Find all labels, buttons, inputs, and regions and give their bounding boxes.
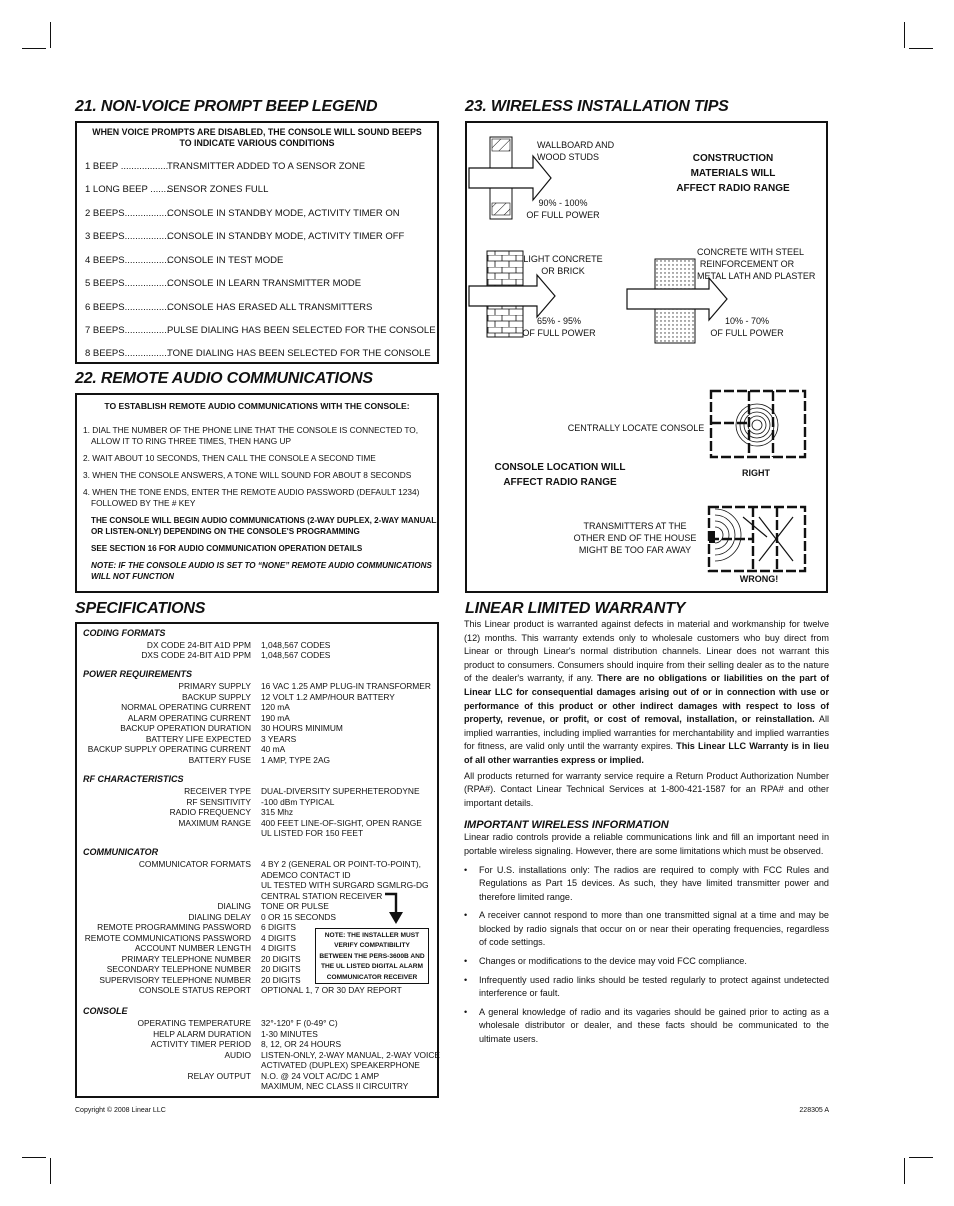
bullet-knowledge: • A general knowledge of radio and its vagaries should be gained prior to acting as a wholesale distributor or dealer, and these facts should be communicated to the ultimate users. [464, 1006, 829, 1047]
spec-label: BATTERY FUSE [188, 754, 251, 765]
wood-label-2: WOOD STUDS [537, 152, 599, 162]
spec-label: DXS CODE 24-BIT A1D PPM [141, 650, 251, 660]
bullet-modifications: • Changes or modifications to the device may void FCC compliance. [464, 955, 829, 969]
spec-value: 12 VOLT 1.2 AMP/HOUR BATTERY [261, 691, 395, 702]
spec-value: OPTIONAL 1, 7 OR 30 DAY REPORT [261, 985, 402, 995]
construction-note-2: MATERIALS WILL [690, 168, 776, 179]
wood-power: OF FULL POWER [526, 210, 600, 220]
spec-value: 20 DIGITS [261, 964, 301, 974]
spec-label: ACTIVITY TIMER PERIOD [150, 1039, 251, 1049]
spec-label: AUDIO [224, 1049, 251, 1060]
beep-row: 8 BEEPS.................TONE DIALING HAS BEEN SELECTED FOR THE CONSOLE [85, 348, 431, 359]
spec-label: ALARM OPERATING CURRENT [127, 712, 251, 723]
spec-label: RF SENSITIVITY [186, 796, 251, 807]
beep-row: 1 LONG BEEP ........SENSOR ZONES FULL [85, 184, 269, 195]
beep-intro-line1: WHEN VOICE PROMPTS ARE DISABLED, THE CONSOLE WILL SOUND BEEPS [92, 127, 422, 137]
spec-value: LISTEN-ONLY, 2-WAY MANUAL, 2-WAY VOICE [261, 1049, 441, 1060]
step-3: 3. WHEN THE CONSOLE ANSWERS, A TONE WILL SOUND FOR ABOUT 8 SECONDS [83, 470, 412, 480]
wood-percent: 90% - 100% [538, 198, 588, 208]
spec-value: 16 VAC 1.25 AMP PLUG-IN TRANSFORMER [261, 681, 431, 691]
steel-label-3: METAL LATH AND PLASTER [697, 271, 816, 281]
spec-value: 3 YEARS [261, 733, 297, 744]
beep-row: 1 BEEP ..................TRANSMITTER ADDED TO A SENSOR ZONE [85, 161, 366, 172]
crop-mark [904, 1158, 905, 1184]
wireless-info-heading: IMPORTANT WIRELESS INFORMATION [464, 819, 669, 832]
spec-value: ADEMCO CONTACT ID [261, 869, 351, 880]
section-21-title: 21. NON-VOICE PROMPT BEEP LEGEND [75, 98, 378, 115]
spec-value: ACTIVATED (DUPLEX) SPEAKERPHONE [261, 1060, 420, 1070]
beep-row: 5 BEEPS.................CONSOLE IN LEARN TRANSMITTER MODE [85, 278, 362, 289]
spec-value: 400 FEET LINE-OF-SIGHT, OPEN RANGE [261, 817, 422, 828]
spec-heading-console: CONSOLE [83, 1006, 128, 1016]
installer-note-box [315, 928, 429, 984]
centrally-locate-label: CENTRALLY LOCATE CONSOLE [567, 423, 705, 433]
beep-row: 4 BEEPS.................CONSOLE IN TEST MODE [85, 255, 284, 266]
spec-label: BACKUP SUPPLY [181, 691, 251, 702]
italic-note-cont: WILL NOT FUNCTION [91, 572, 175, 581]
beep-row: 2 BEEPS.................CONSOLE IN STANDBY MODE, ACTIVITY TIMER ON [85, 208, 400, 219]
spec-value: 6 DIGITS [261, 922, 296, 932]
beep-intro-line2: TO INDICATE VARIOUS CONDITIONS [179, 138, 335, 148]
spec-label: SUPERVISORY TELEPHONE NUMBER [99, 974, 251, 985]
spec-value: 1,048,567 CODES [261, 640, 331, 650]
spec-label: DX CODE 24-BIT A1D PPM [146, 640, 251, 650]
spec-value: 4 DIGITS [261, 943, 296, 953]
warranty-title: LINEAR LIMITED WARRANTY [465, 600, 686, 617]
spec-label: SECONDARY TELEPHONE NUMBER [106, 964, 251, 974]
light-concrete-label-1: LIGHT CONCRETE [523, 254, 603, 264]
crop-mark [22, 48, 46, 49]
spec-value: UL TESTED WITH SURGARD SGMLRG-DG [261, 880, 429, 890]
console-location-note-2: AFFECT RADIO RANGE [503, 477, 617, 488]
steel-power: OF FULL POWER [710, 328, 784, 338]
spec-label: REMOTE COMMUNICATIONS PASSWORD [84, 932, 251, 943]
spec-value: CENTRAL STATION RECEIVER [261, 890, 383, 901]
crop-mark [904, 22, 905, 48]
spec-label: BATTERY LIFE EXPECTED [145, 733, 251, 744]
spec-value: N.O. @ 24 VOLT AC/DC 1 AMP [261, 1070, 380, 1081]
construction-note-3: AFFECT RADIO RANGE [676, 183, 790, 194]
spec-value: 4 DIGITS [261, 932, 296, 943]
spec-value: TONE OR PULSE [261, 901, 329, 911]
step-1: 1. DIAL THE NUMBER OF THE PHONE LINE THAT THE CONSOLE IS CONNECTED TO, [83, 425, 419, 435]
construction-note-1: CONSTRUCTION [692, 153, 774, 164]
warranty-paragraph-1: This Linear product is warranted against defects in material and workmanship for twelve (12) months. This warranty extends only to wholesale customers who buy direct from Linear or through Linear's normal distribution channels. Linear does not warrant this product to consumers. Consumers should inquire from their selling dealer as to the nature of the dealer's warranty, if any. There are no obligations or liabilities on the part of Linear LLC for consequential damages arising out of or in connection with use or performance of this product or other indirect damages with respect to loss of property, revenue, or profit, or cost of removal, installation, or reinstallation. All implied warranties, including implied warranties for merchantability and implied warranties for fitness, are valid only until the warranty expires. This Linear LLC Warranty is in lieu of all other warranties express or implied. [464, 619, 829, 765]
spec-label: DIALING DELAY [188, 911, 251, 922]
copyright-text: Copyright © 2008 Linear LLC [75, 1107, 166, 1114]
spec-label: MAXIMUM RANGE [178, 817, 251, 828]
note-line: BETWEEN THE PERS-3600B AND [319, 952, 425, 960]
note-line: COMMUNICATOR RECEIVER [326, 973, 418, 981]
spec-label: BACKUP OPERATION DURATION [120, 723, 251, 733]
steel-label-1: CONCRETE WITH STEEL [697, 247, 805, 257]
spec-value: -100 dBm TYPICAL [261, 796, 335, 807]
spec-label: BACKUP SUPPLY OPERATING CURRENT [87, 744, 251, 754]
bullet-testing: • Infrequently used radio links should be tested regularly to protect against undetected interference or fault. [464, 974, 829, 1001]
spec-value: 30 HOURS MINIMUM [261, 723, 343, 733]
spec-value: 0 OR 15 SECONDS [261, 911, 336, 922]
spec-label: REMOTE PROGRAMMING PASSWORD [97, 922, 251, 932]
crop-mark [909, 1157, 933, 1158]
warranty-body [464, 618, 829, 1047]
beep-row: 7 BEEPS.................PULSE DIALING HAS BEEN SELECTED FOR THE CONSOLE [85, 325, 436, 336]
note-line: NOTE: THE INSTALLER MUST [324, 932, 420, 939]
beep-legend-box [75, 121, 439, 364]
beep-row: 3 BEEPS.................CONSOLE IN STANDBY MODE, ACTIVITY TIMER OFF [85, 231, 405, 242]
light-concrete-power: OF FULL POWER [522, 328, 596, 338]
spec-label: RADIO FREQUENCY [169, 807, 251, 817]
bold-note-1: THE CONSOLE WILL BEGIN AUDIO COMMUNICATIONS (2-WAY DUPLEX, 2-WAY MANUAL, [91, 516, 439, 525]
wireless-tips-box [465, 121, 828, 593]
spec-label: COMMUNICATOR FORMATS [138, 859, 251, 869]
crop-mark [909, 48, 933, 49]
wrong-label: WRONG! [739, 574, 779, 584]
beep-row: 6 BEEPS.................CONSOLE HAS ERASED ALL TRANSMITTERS [85, 302, 373, 313]
right-label: RIGHT [742, 468, 770, 478]
transmitters-label-2: OTHER END OF THE HOUSE [573, 533, 697, 543]
remote-audio-box [75, 393, 439, 593]
bold-note-1-cont: OR LISTEN-ONLY) DEPENDING ON THE CONSOLE'S PROGRAMMING [91, 527, 360, 536]
spec-value: 40 mA [261, 744, 286, 754]
spec-value: 8, 12, OR 24 HOURS [261, 1039, 342, 1049]
crop-mark [50, 22, 51, 48]
transmitters-label-3: MIGHT BE TOO FAR AWAY [578, 545, 692, 555]
bold-note-2: SEE SECTION 16 FOR AUDIO COMMUNICATION OPERATION DETAILS [91, 544, 363, 553]
step-4-cont: FOLLOWED BY THE # KEY [91, 498, 196, 508]
warranty-paragraph-2: All products returned for warranty service require a Return Product Authorization Number (RPA#). Contact Linear Technical Services at 1-800-421-1587 for an RPA# and other important details. [464, 770, 829, 808]
spec-label: RELAY OUTPUT [187, 1070, 251, 1081]
radio-wave-icon [715, 509, 741, 561]
spec-value: 20 DIGITS [261, 953, 301, 964]
section-22-title: 22. REMOTE AUDIO COMMUNICATIONS [75, 370, 373, 387]
note-line: VERIFY COMPATIBILITY [334, 942, 410, 950]
step-1-cont: ALLOW IT TO RING THREE TIMES, THEN HANG UP [91, 436, 292, 446]
italic-note: NOTE: IF THE CONSOLE AUDIO IS SET TO “NONE” REMOTE AUDIO COMMUNICATIONS [91, 561, 432, 570]
spec-label: ACCOUNT NUMBER LENGTH [134, 943, 251, 953]
spec-heading-power: POWER REQUIREMENTS [83, 669, 193, 679]
light-concrete-percent: 65% - 95% [536, 316, 582, 326]
spec-label: PRIMARY SUPPLY [178, 681, 251, 691]
radio-wave-icon [736, 404, 778, 446]
light-concrete-label-2: OR BRICK [541, 266, 585, 276]
floor-plan-right-icon [711, 391, 805, 457]
spec-heading-communicator: COMMUNICATOR [83, 847, 159, 857]
specifications-title: SPECIFICATIONS [75, 600, 206, 617]
spec-value: 315 Mhz [261, 807, 294, 817]
spec-value: 20 DIGITS [261, 974, 301, 985]
crop-mark [22, 1157, 46, 1158]
spec-value: 4 BY 2 (GENERAL OR POINT-TO-POINT), [261, 859, 421, 869]
spec-label: RECEIVER TYPE [184, 786, 251, 796]
wood-label-1: WALLBOARD AND [537, 140, 615, 150]
note-arrow-icon [385, 892, 405, 926]
step-4: 4. WHEN THE TONE ENDS, ENTER THE REMOTE AUDIO PASSWORD (DEFAULT 1234) [83, 487, 420, 497]
spec-value: MAXIMUM, NEC CLASS II CIRCUITRY [261, 1081, 409, 1091]
console-location-note-1: CONSOLE LOCATION WILL [494, 462, 626, 473]
specifications-box [75, 622, 439, 1098]
spec-value: 1 AMP, TYPE 2AG [261, 754, 331, 765]
document-code: 228305 A [799, 1107, 829, 1114]
spec-label: DIALING [217, 901, 251, 911]
spec-value: DUAL-DIVERSITY SUPERHETERODYNE [261, 786, 420, 796]
transmitters-label-1: TRANSMITTERS AT THE [583, 521, 687, 531]
spec-label: CONSOLE STATUS REPORT [138, 985, 251, 995]
spec-value: 32°-120° F (0-49° C) [261, 1018, 338, 1028]
remote-audio-heading: TO ESTABLISH REMOTE AUDIO COMMUNICATIONS WITH THE CONSOLE: [104, 401, 410, 411]
wireless-info-paragraph: Linear radio controls provide a reliable communications link and fill an important need in portable wireless signaling. However, there are some limitations which must be observed. [464, 832, 829, 856]
spec-heading-coding: CODING FORMATS [83, 628, 166, 638]
console-icon [709, 531, 715, 543]
spec-heading-rf: RF CHARACTERISTICS [83, 774, 184, 784]
spec-value: 190 mA [261, 712, 290, 723]
bullet-receiver: • A receiver cannot respond to more than one transmitted signal at a time and may be blocked by radio signals that occur on or near their operating frequencies, regardless of code settings. [464, 909, 829, 950]
spec-value: UL LISTED FOR 150 FEET [261, 828, 364, 838]
spec-value: 1-30 MINUTES [261, 1028, 318, 1039]
spec-value: 1,048,567 CODES [261, 650, 331, 660]
spec-label: NORMAL OPERATING CURRENT [121, 702, 251, 712]
section-23-title: 23. WIRELESS INSTALLATION TIPS [465, 98, 729, 115]
note-line: THE UL LISTED DIGITAL ALARM [321, 963, 423, 971]
spec-label: HELP ALARM DURATION [153, 1028, 251, 1039]
crop-mark [50, 1158, 51, 1184]
spec-label: OPERATING TEMPERATURE [137, 1018, 251, 1028]
bullet-fcc: • For U.S. installations only: The radios are required to comply with FCC Rules and Regulations as Part 15 devices. As such, they have limited transmitter power and therefore limited range. [464, 864, 829, 905]
spec-value: 120 mA [261, 702, 290, 712]
steel-label-2: REINFORCEMENT OR [699, 259, 795, 269]
step-2: 2. WAIT ABOUT 10 SECONDS, THEN CALL THE CONSOLE A SECOND TIME [83, 453, 376, 463]
spec-label: PRIMARY TELEPHONE NUMBER [121, 953, 251, 964]
steel-percent: 10% - 70% [724, 316, 770, 326]
